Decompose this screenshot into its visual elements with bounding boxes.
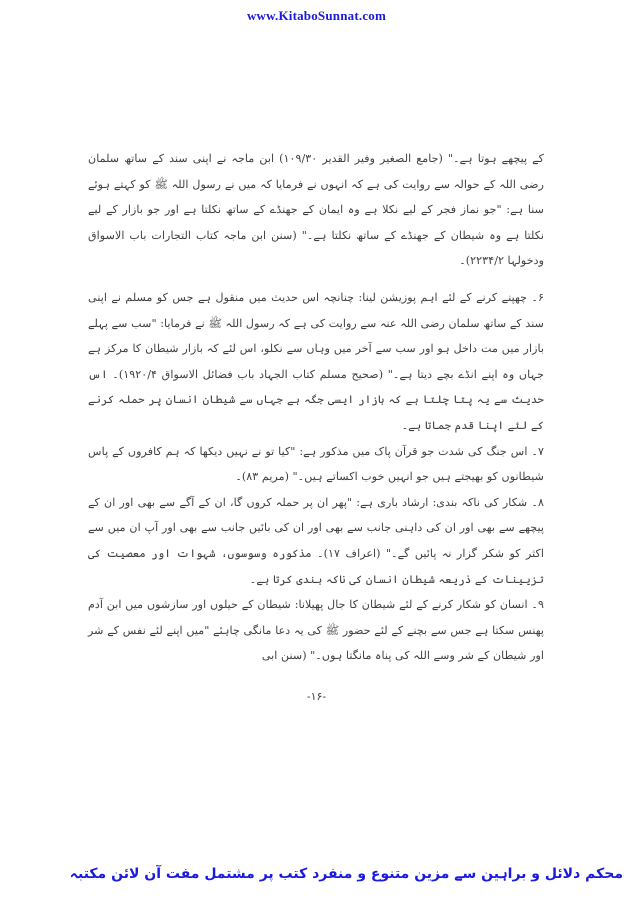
site-url-header[interactable]: www.KitaboSunnat.com xyxy=(246,8,387,23)
page-number: -۱۶- xyxy=(306,690,327,703)
body-paragraph: ۶۔ چھپنے کرنے کے لئے اہم پوزیشن لینا: چنانچہ اس حدیث میں منقول ہے جس کو مسلم نے اپنی سند کے ساتھ سلمان رضی اللہ عنہ سے روایت کی ہے کہ رسول اللہ ﷺ نے فرمایا: "سب سے پہلے بازار میں مت داخل ہو اور سب سے آخر میں وہاں سے نکلو، اس لئے کہ بازار شیطان کا مرکز ہے جہاں وہ اپنے انڈے بچے دیتا ہے۔" (صحیح مسلم کتاب الجہاد باب فضائل الاسواق ۱۹۲۰/۴)۔ اس حدیث سے یہ پتا چلتا ہے کہ بازار ایسی جگہ ہے جہاں سے شیطان انسان پر حملہ کرنے کے لئے اپنا قدم جماتا ہے۔ xyxy=(88,290,544,432)
body-paragraph: ۸۔ شکار کی ناکہ بندی: ارشاد باری ہے: "پھر ان پر حملہ کروں گا، ان کے آگے سے بھی اور ان کے پیچھے سے بھی اور ان کی داہنی جانب سے بھی اور ان کی بائیں جانب سے بھی اور آپ ان میں سے اکثر کو شکر گزار نہ پائیں گے۔" (اعراف ۱۷)۔ مذکورہ وسوسوں، شہوات اور معصیت کی تزیینات کے ذریعہ شیطان انسان کی ناکہ بندی کرتا ہے۔ xyxy=(88,495,544,586)
body-paragraph: کے پیچھے ہوتا ہے۔" (جامع الصغیر وفیر القدیر ۱۰۹/۳۰) ابن ماجہ نے اپنی سند کے ساتھ سلمان رضی اللہ کے حوالہ سے روایت کی ہے کہ انہوں نے فرمایا کہ میں نے رسول اللہ ﷺ کو کہتے ہوئے سنا ہے: "جو نماز فجر کے لیے نکلا ہے وہ ایمان کے جھنڈے کے ساتھ نکلتا ہے اور جو بازار کے لیے نکلتا ہے وہ شیطان کے جھنڈے کے ساتھ نکلتا ہے۔" (سنن ابن ماجہ کتاب التجارات باب الاسواق ودخولہا ۲۲۳۴/۲)۔ xyxy=(88,152,544,268)
body-paragraph: ۷۔ اس جنگ کی شدت جو قرآن پاک میں مذکور ہے: "کیا تو نے نہیں دیکھا کہ ہم کافروں کے پاس شیطانوں کو بھیجتے ہیں جو انہیں خوب اکساتے ہیں۔" (مریم ۸۳)۔ xyxy=(88,444,544,484)
footer-banner: محکم دلائل و براہین سے مزین متنوع و منفرد کتب پر مشتمل مفت آن لائن مکتبہ xyxy=(69,866,623,882)
body-paragraph: ۹۔ انسان کو شکار کرنے کے لئے شیطان کا جال پھیلانا: شیطان کے حیلوں اور سازشوں میں ابن آدم پھنس سکتا ہے جس سے بچنے کے لئے حضور ﷺ کی یہ دعا مانگی چاہئے "میں اپنے لئے نفس کے شر اور شیطان کے شر وسے اللہ کی پناہ مانگتا ہوں۔" (سنن ابی xyxy=(88,598,544,663)
page-body-text xyxy=(88,146,544,669)
